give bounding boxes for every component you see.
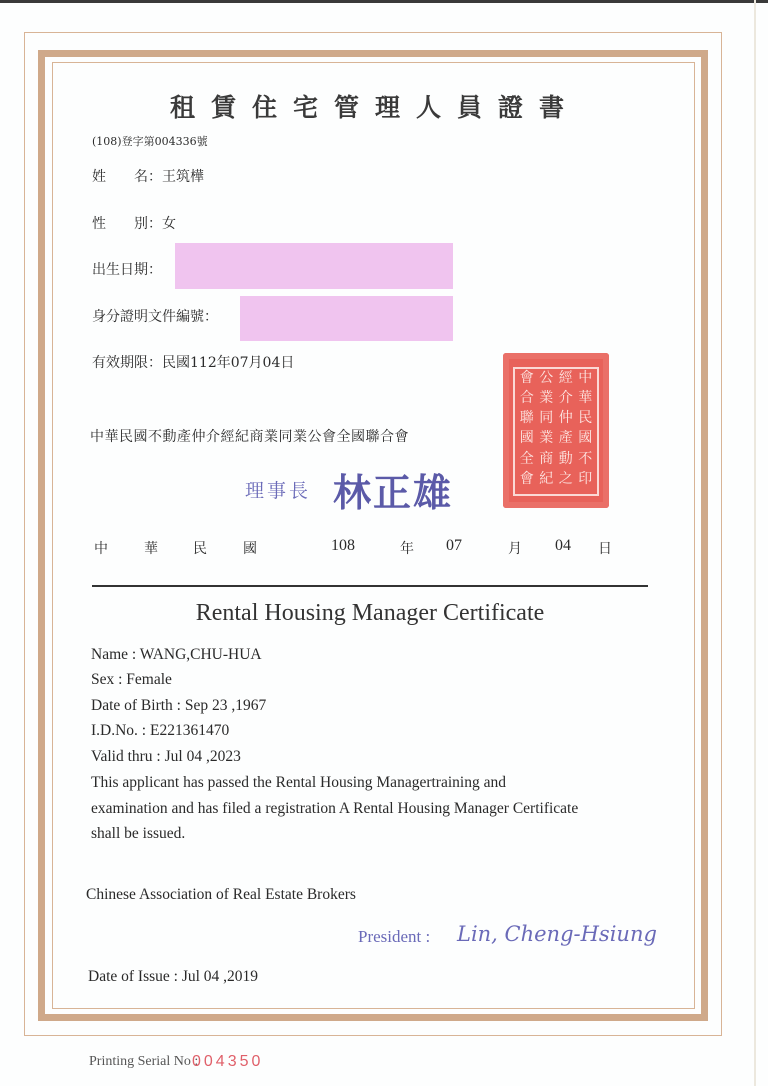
border-inner (52, 62, 695, 1009)
field-label: 身分證明文件編號 (92, 309, 204, 325)
field-name-en: Name : WANG,CHU-HUA (91, 646, 262, 663)
issue-year: 108 (331, 537, 355, 554)
field-label: 姓 名 (92, 169, 148, 185)
president-label-cn: 理事長 (245, 480, 312, 502)
field-label: 性 別 (92, 216, 148, 232)
scan-right-edge (754, 0, 756, 1086)
field-valid-cn: 有效期限：民國112年07月04日 (92, 355, 295, 371)
president-name-cn: 林正雄 (333, 470, 454, 515)
statement-line-1: This applicant has passed the Rental Housing Managertraining and (91, 774, 506, 791)
president-signature-en: Lin, Cheng-Hsiung (457, 922, 657, 946)
organization-en: Chinese Association of Real Estate Brokers (86, 886, 356, 903)
issue-day: 04 (555, 537, 571, 554)
scan-top-edge (0, 0, 768, 3)
field-id-cn: 身分證明文件編號： (92, 309, 218, 325)
certificate-title-en: Rental Housing Manager Certificate (195, 600, 545, 626)
field-id-en: I.D.No. : E221361470 (91, 722, 230, 739)
field-label: 有效期限 (92, 355, 148, 371)
field-valid-en: Valid thru : Jul 04 ,2023 (91, 748, 241, 765)
section-divider (92, 585, 648, 587)
field-value: 王筑樺 (162, 169, 204, 185)
redaction-id (240, 296, 453, 341)
organization-cn: 中華民國不動產仲介經紀商業同業公會全國聯合會 (90, 429, 409, 445)
serial-number: 004350 (192, 1053, 264, 1070)
field-sex-en: Sex : Female (91, 671, 172, 688)
redaction-dob (175, 243, 453, 289)
field-sex-cn: 性 別：女 (92, 216, 176, 232)
field-dob-en: Date of Birth : Sep 23 ,1967 (91, 697, 267, 714)
field-name-cn: 姓 名：王筑樺 (92, 169, 204, 185)
issue-month: 07 (446, 537, 462, 554)
field-value: 女 (162, 216, 176, 232)
field-value: 民國112年07月04日 (162, 355, 295, 371)
field-label: 出生日期 (92, 262, 148, 278)
seal-characters: 會 公 經 中 合 業 介 華 聯 同 仲 民 國 業 產 國 全 商 動 不 會 紀 之 印 (513, 367, 599, 496)
serial-label: Printing Serial No : (89, 1054, 199, 1069)
certificate-title-cn: 租賃住宅管理人員證書 (170, 93, 581, 122)
statement-line-3: shall be issued. (91, 825, 186, 842)
president-label-en: President : (358, 927, 431, 946)
statement-line-2: examination and has filed a registration A Rental Housing Manager Certificate (91, 800, 579, 817)
registration-number: (108)登字第004336號 (92, 135, 208, 148)
official-seal (503, 353, 609, 508)
field-dob-cn: 出生日期： (92, 262, 162, 278)
date-of-issue-en: Date of Issue : Jul 04 ,2019 (88, 968, 259, 985)
